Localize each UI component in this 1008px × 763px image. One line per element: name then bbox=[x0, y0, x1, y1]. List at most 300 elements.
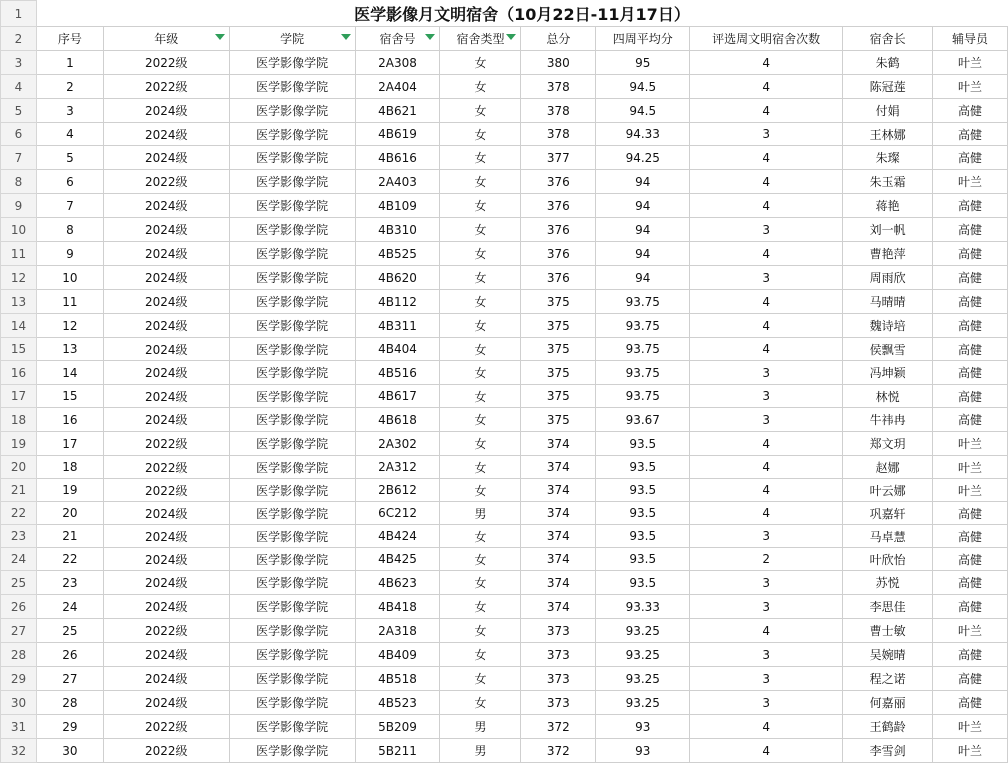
cell-counselor[interactable]: 高健 bbox=[933, 408, 1008, 432]
cell-grade[interactable]: 2024级 bbox=[103, 242, 229, 266]
cell-college[interactable]: 医学影像学院 bbox=[229, 266, 355, 290]
cell-counselor[interactable]: 高健 bbox=[933, 242, 1008, 266]
cell-index[interactable]: 28 bbox=[36, 691, 103, 715]
cell-total-score[interactable]: 374 bbox=[521, 548, 596, 571]
cell-award-count[interactable]: 4 bbox=[690, 619, 843, 643]
cell-index[interactable]: 2 bbox=[36, 75, 103, 99]
cell-index[interactable]: 27 bbox=[36, 667, 103, 691]
cell-dorm-type[interactable]: 女 bbox=[440, 595, 521, 619]
cell-dorm-type[interactable]: 女 bbox=[440, 432, 521, 456]
cell-index[interactable]: 5 bbox=[36, 146, 103, 170]
cell-grade[interactable]: 2024级 bbox=[103, 667, 229, 691]
cell-dorm-number[interactable]: 2A312 bbox=[355, 456, 440, 479]
cell-counselor[interactable]: 高健 bbox=[933, 385, 1008, 408]
cell-index[interactable]: 10 bbox=[36, 266, 103, 290]
cell-dorm-leader[interactable]: 李思佳 bbox=[843, 595, 933, 619]
cell-dorm-leader[interactable]: 朱璨 bbox=[843, 146, 933, 170]
cell-index[interactable]: 7 bbox=[36, 194, 103, 218]
cell-dorm-number[interactable]: 4B418 bbox=[355, 595, 440, 619]
cell-dorm-number[interactable]: 2A403 bbox=[355, 170, 440, 194]
cell-average-score[interactable]: 93 bbox=[596, 715, 690, 739]
row-header[interactable]: 27 bbox=[1, 619, 37, 643]
cell-counselor[interactable]: 高健 bbox=[933, 290, 1008, 314]
row-header[interactable]: 15 bbox=[1, 338, 37, 361]
cell-dorm-type[interactable]: 女 bbox=[440, 338, 521, 361]
cell-dorm-number[interactable]: 4B616 bbox=[355, 146, 440, 170]
cell-college[interactable]: 医学影像学院 bbox=[229, 571, 355, 595]
cell-counselor[interactable]: 高健 bbox=[933, 361, 1008, 385]
cell-college[interactable]: 医学影像学院 bbox=[229, 99, 355, 123]
row-header[interactable]: 9 bbox=[1, 194, 37, 218]
header-cell-total-score[interactable] bbox=[521, 27, 596, 51]
cell-award-count[interactable]: 4 bbox=[690, 242, 843, 266]
cell-award-count[interactable]: 3 bbox=[690, 643, 843, 667]
cell-total-score[interactable]: 375 bbox=[521, 361, 596, 385]
header-cell-dorm-leader[interactable] bbox=[843, 27, 933, 51]
cell-college[interactable]: 医学影像学院 bbox=[229, 667, 355, 691]
cell-dorm-type[interactable]: 女 bbox=[440, 361, 521, 385]
cell-dorm-leader[interactable]: 刘一帆 bbox=[843, 218, 933, 242]
cell-total-score[interactable]: 374 bbox=[521, 595, 596, 619]
cell-dorm-leader[interactable]: 曹艳萍 bbox=[843, 242, 933, 266]
cell-dorm-type[interactable]: 男 bbox=[440, 715, 521, 739]
cell-average-score[interactable]: 94.5 bbox=[596, 99, 690, 123]
cell-dorm-type[interactable]: 女 bbox=[440, 218, 521, 242]
cell-dorm-leader[interactable]: 王林娜 bbox=[843, 123, 933, 146]
cell-grade[interactable]: 2024级 bbox=[103, 595, 229, 619]
row-header[interactable]: 25 bbox=[1, 571, 37, 595]
cell-dorm-leader[interactable]: 朱玉霜 bbox=[843, 170, 933, 194]
row-header[interactable]: 14 bbox=[1, 314, 37, 338]
cell-dorm-type[interactable]: 女 bbox=[440, 691, 521, 715]
cell-index[interactable]: 19 bbox=[36, 479, 103, 502]
cell-counselor[interactable]: 叶兰 bbox=[933, 170, 1008, 194]
cell-award-count[interactable]: 3 bbox=[690, 525, 843, 548]
cell-total-score[interactable]: 376 bbox=[521, 194, 596, 218]
row-header[interactable]: 21 bbox=[1, 479, 37, 502]
cell-counselor[interactable]: 叶兰 bbox=[933, 619, 1008, 643]
cell-index[interactable]: 26 bbox=[36, 643, 103, 667]
cell-college[interactable]: 医学影像学院 bbox=[229, 691, 355, 715]
cell-counselor[interactable]: 高健 bbox=[933, 338, 1008, 361]
cell-dorm-number[interactable]: 4B109 bbox=[355, 194, 440, 218]
cell-dorm-leader[interactable]: 苏悦 bbox=[843, 571, 933, 595]
cell-college[interactable]: 医学影像学院 bbox=[229, 456, 355, 479]
cell-total-score[interactable]: 374 bbox=[521, 525, 596, 548]
cell-award-count[interactable]: 4 bbox=[690, 432, 843, 456]
cell-index[interactable]: 1 bbox=[36, 51, 103, 75]
cell-total-score[interactable]: 378 bbox=[521, 123, 596, 146]
cell-college[interactable]: 医学影像学院 bbox=[229, 739, 355, 763]
cell-average-score[interactable]: 93.25 bbox=[596, 619, 690, 643]
cell-counselor[interactable]: 高健 bbox=[933, 643, 1008, 667]
cell-dorm-type[interactable]: 女 bbox=[440, 170, 521, 194]
cell-dorm-number[interactable]: 4B525 bbox=[355, 242, 440, 266]
cell-index[interactable]: 11 bbox=[36, 290, 103, 314]
cell-dorm-type[interactable]: 女 bbox=[440, 643, 521, 667]
cell-dorm-leader[interactable]: 郑文玥 bbox=[843, 432, 933, 456]
cell-college[interactable]: 医学影像学院 bbox=[229, 715, 355, 739]
cell-dorm-leader[interactable]: 侯飘雪 bbox=[843, 338, 933, 361]
cell-dorm-type[interactable]: 女 bbox=[440, 667, 521, 691]
filter-dropdown-icon[interactable] bbox=[425, 34, 435, 40]
cell-average-score[interactable]: 93.75 bbox=[596, 385, 690, 408]
cell-dorm-type[interactable]: 女 bbox=[440, 51, 521, 75]
row-header[interactable]: 30 bbox=[1, 691, 37, 715]
cell-award-count[interactable]: 3 bbox=[690, 385, 843, 408]
cell-award-count[interactable]: 3 bbox=[690, 266, 843, 290]
cell-dorm-leader[interactable]: 王鹤龄 bbox=[843, 715, 933, 739]
header-cell-average-score[interactable] bbox=[596, 27, 690, 51]
header-cell-counselor[interactable] bbox=[933, 27, 1008, 51]
cell-dorm-number[interactable]: 4B425 bbox=[355, 548, 440, 571]
cell-dorm-number[interactable]: 4B311 bbox=[355, 314, 440, 338]
cell-average-score[interactable]: 93.5 bbox=[596, 571, 690, 595]
cell-college[interactable]: 医学影像学院 bbox=[229, 595, 355, 619]
cell-grade[interactable]: 2024级 bbox=[103, 548, 229, 571]
cell-total-score[interactable]: 374 bbox=[521, 456, 596, 479]
cell-dorm-number[interactable]: 2A308 bbox=[355, 51, 440, 75]
cell-dorm-leader[interactable]: 魏诗培 bbox=[843, 314, 933, 338]
cell-counselor[interactable]: 高健 bbox=[933, 502, 1008, 525]
cell-index[interactable]: 24 bbox=[36, 595, 103, 619]
cell-college[interactable]: 医学影像学院 bbox=[229, 385, 355, 408]
cell-average-score[interactable]: 93.33 bbox=[596, 595, 690, 619]
cell-index[interactable]: 15 bbox=[36, 385, 103, 408]
cell-grade[interactable]: 2022级 bbox=[103, 432, 229, 456]
cell-total-score[interactable]: 380 bbox=[521, 51, 596, 75]
cell-index[interactable]: 25 bbox=[36, 619, 103, 643]
cell-counselor[interactable]: 高健 bbox=[933, 571, 1008, 595]
cell-average-score[interactable]: 93.5 bbox=[596, 432, 690, 456]
cell-average-score[interactable]: 93.5 bbox=[596, 456, 690, 479]
row-header[interactable]: 10 bbox=[1, 218, 37, 242]
cell-grade[interactable]: 2022级 bbox=[103, 479, 229, 502]
cell-dorm-number[interactable]: 4B618 bbox=[355, 408, 440, 432]
row-header[interactable]: 7 bbox=[1, 146, 37, 170]
cell-award-count[interactable]: 3 bbox=[690, 691, 843, 715]
cell-grade[interactable]: 2024级 bbox=[103, 361, 229, 385]
cell-award-count[interactable]: 4 bbox=[690, 170, 843, 194]
cell-grade[interactable]: 2022级 bbox=[103, 739, 229, 763]
cell-grade[interactable]: 2024级 bbox=[103, 123, 229, 146]
cell-college[interactable]: 医学影像学院 bbox=[229, 432, 355, 456]
cell-dorm-leader[interactable]: 何嘉丽 bbox=[843, 691, 933, 715]
cell-dorm-number[interactable]: 5B209 bbox=[355, 715, 440, 739]
cell-award-count[interactable]: 4 bbox=[690, 51, 843, 75]
cell-dorm-leader[interactable]: 蒋艳 bbox=[843, 194, 933, 218]
cell-award-count[interactable]: 3 bbox=[690, 361, 843, 385]
cell-total-score[interactable]: 373 bbox=[521, 619, 596, 643]
cell-dorm-leader[interactable]: 朱鹤 bbox=[843, 51, 933, 75]
cell-grade[interactable]: 2024级 bbox=[103, 146, 229, 170]
row-header[interactable]: 20 bbox=[1, 456, 37, 479]
cell-college[interactable]: 医学影像学院 bbox=[229, 290, 355, 314]
cell-grade[interactable]: 2024级 bbox=[103, 385, 229, 408]
cell-counselor[interactable]: 高健 bbox=[933, 548, 1008, 571]
row-header[interactable]: 12 bbox=[1, 266, 37, 290]
cell-college[interactable]: 医学影像学院 bbox=[229, 619, 355, 643]
cell-total-score[interactable]: 374 bbox=[521, 502, 596, 525]
cell-total-score[interactable]: 375 bbox=[521, 408, 596, 432]
cell-grade[interactable]: 2024级 bbox=[103, 218, 229, 242]
row-header[interactable]: 17 bbox=[1, 385, 37, 408]
cell-grade[interactable]: 2022级 bbox=[103, 619, 229, 643]
cell-average-score[interactable]: 94.25 bbox=[596, 146, 690, 170]
cell-dorm-number[interactable]: 6C212 bbox=[355, 502, 440, 525]
cell-dorm-leader[interactable]: 李雪剑 bbox=[843, 739, 933, 763]
cell-counselor[interactable]: 叶兰 bbox=[933, 51, 1008, 75]
row-header[interactable]: 13 bbox=[1, 290, 37, 314]
cell-college[interactable]: 医学影像学院 bbox=[229, 548, 355, 571]
header-cell-index[interactable] bbox=[36, 27, 103, 51]
cell-counselor[interactable]: 叶兰 bbox=[933, 739, 1008, 763]
cell-dorm-leader[interactable]: 付娟 bbox=[843, 99, 933, 123]
cell-index[interactable]: 9 bbox=[36, 242, 103, 266]
cell-dorm-leader[interactable]: 马卓慧 bbox=[843, 525, 933, 548]
cell-grade[interactable]: 2024级 bbox=[103, 338, 229, 361]
cell-grade[interactable]: 2024级 bbox=[103, 408, 229, 432]
cell-award-count[interactable]: 4 bbox=[690, 479, 843, 502]
cell-counselor[interactable]: 高健 bbox=[933, 266, 1008, 290]
row-header[interactable]: 28 bbox=[1, 643, 37, 667]
cell-dorm-type[interactable]: 女 bbox=[440, 314, 521, 338]
cell-average-score[interactable]: 93.25 bbox=[596, 643, 690, 667]
cell-award-count[interactable]: 4 bbox=[690, 502, 843, 525]
row-header[interactable]: 24 bbox=[1, 548, 37, 571]
cell-college[interactable]: 医学影像学院 bbox=[229, 408, 355, 432]
cell-dorm-number[interactable]: 4B409 bbox=[355, 643, 440, 667]
cell-college[interactable]: 医学影像学院 bbox=[229, 123, 355, 146]
cell-dorm-type[interactable]: 女 bbox=[440, 266, 521, 290]
row-header[interactable]: 23 bbox=[1, 525, 37, 548]
cell-index[interactable]: 16 bbox=[36, 408, 103, 432]
cell-dorm-type[interactable]: 女 bbox=[440, 290, 521, 314]
cell-dorm-leader[interactable]: 叶欣怡 bbox=[843, 548, 933, 571]
cell-counselor[interactable]: 高健 bbox=[933, 123, 1008, 146]
cell-dorm-number[interactable]: 4B619 bbox=[355, 123, 440, 146]
cell-dorm-type[interactable]: 女 bbox=[440, 571, 521, 595]
cell-dorm-type[interactable]: 女 bbox=[440, 385, 521, 408]
cell-college[interactable]: 医学影像学院 bbox=[229, 194, 355, 218]
cell-total-score[interactable]: 377 bbox=[521, 146, 596, 170]
cell-grade[interactable]: 2022级 bbox=[103, 170, 229, 194]
cell-index[interactable]: 30 bbox=[36, 739, 103, 763]
cell-grade[interactable]: 2022级 bbox=[103, 51, 229, 75]
cell-dorm-type[interactable]: 女 bbox=[440, 456, 521, 479]
cell-award-count[interactable]: 4 bbox=[690, 456, 843, 479]
cell-average-score[interactable]: 93.75 bbox=[596, 290, 690, 314]
cell-index[interactable]: 4 bbox=[36, 123, 103, 146]
cell-index[interactable]: 12 bbox=[36, 314, 103, 338]
cell-index[interactable]: 23 bbox=[36, 571, 103, 595]
cell-total-score[interactable]: 372 bbox=[521, 715, 596, 739]
cell-dorm-leader[interactable]: 周雨欣 bbox=[843, 266, 933, 290]
cell-dorm-leader[interactable]: 程之诺 bbox=[843, 667, 933, 691]
cell-dorm-number[interactable]: 4B404 bbox=[355, 338, 440, 361]
cell-total-score[interactable]: 376 bbox=[521, 242, 596, 266]
cell-award-count[interactable]: 4 bbox=[690, 146, 843, 170]
cell-total-score[interactable]: 375 bbox=[521, 385, 596, 408]
cell-dorm-number[interactable]: 4B621 bbox=[355, 99, 440, 123]
cell-college[interactable]: 医学影像学院 bbox=[229, 242, 355, 266]
cell-index[interactable]: 18 bbox=[36, 456, 103, 479]
cell-award-count[interactable]: 4 bbox=[690, 739, 843, 763]
cell-total-score[interactable]: 373 bbox=[521, 691, 596, 715]
cell-dorm-type[interactable]: 女 bbox=[440, 75, 521, 99]
header-cell-dorm-type[interactable] bbox=[440, 27, 521, 51]
cell-college[interactable]: 医学影像学院 bbox=[229, 525, 355, 548]
filter-dropdown-icon[interactable] bbox=[341, 34, 351, 40]
cell-average-score[interactable]: 93.25 bbox=[596, 667, 690, 691]
cell-dorm-type[interactable]: 女 bbox=[440, 619, 521, 643]
cell-counselor[interactable]: 高健 bbox=[933, 194, 1008, 218]
cell-award-count[interactable]: 3 bbox=[690, 667, 843, 691]
cell-counselor[interactable]: 高健 bbox=[933, 691, 1008, 715]
cell-grade[interactable]: 2024级 bbox=[103, 194, 229, 218]
cell-grade[interactable]: 2024级 bbox=[103, 314, 229, 338]
cell-average-score[interactable]: 94 bbox=[596, 194, 690, 218]
cell-counselor[interactable]: 高健 bbox=[933, 99, 1008, 123]
row-header[interactable]: 22 bbox=[1, 502, 37, 525]
cell-dorm-number[interactable]: 4B310 bbox=[355, 218, 440, 242]
row-header[interactable]: 16 bbox=[1, 361, 37, 385]
cell-grade[interactable]: 2024级 bbox=[103, 525, 229, 548]
cell-dorm-number[interactable]: 4B424 bbox=[355, 525, 440, 548]
cell-grade[interactable]: 2024级 bbox=[103, 643, 229, 667]
cell-dorm-number[interactable]: 4B112 bbox=[355, 290, 440, 314]
row-header[interactable]: 5 bbox=[1, 99, 37, 123]
cell-dorm-leader[interactable]: 陈冠莲 bbox=[843, 75, 933, 99]
cell-dorm-type[interactable]: 女 bbox=[440, 548, 521, 571]
cell-award-count[interactable]: 3 bbox=[690, 571, 843, 595]
cell-grade[interactable]: 2022级 bbox=[103, 456, 229, 479]
row-header[interactable]: 2 bbox=[1, 27, 37, 51]
cell-index[interactable]: 29 bbox=[36, 715, 103, 739]
filter-dropdown-icon[interactable] bbox=[215, 34, 225, 40]
cell-index[interactable]: 17 bbox=[36, 432, 103, 456]
cell-dorm-number[interactable]: 4B617 bbox=[355, 385, 440, 408]
cell-total-score[interactable]: 373 bbox=[521, 643, 596, 667]
cell-grade[interactable]: 2024级 bbox=[103, 290, 229, 314]
cell-college[interactable]: 医学影像学院 bbox=[229, 170, 355, 194]
cell-average-score[interactable]: 94.33 bbox=[596, 123, 690, 146]
cell-counselor[interactable]: 叶兰 bbox=[933, 456, 1008, 479]
cell-college[interactable]: 医学影像学院 bbox=[229, 218, 355, 242]
row-header[interactable]: 32 bbox=[1, 739, 37, 763]
cell-award-count[interactable]: 4 bbox=[690, 75, 843, 99]
cell-college[interactable]: 医学影像学院 bbox=[229, 51, 355, 75]
cell-award-count[interactable]: 4 bbox=[690, 338, 843, 361]
cell-index[interactable]: 3 bbox=[36, 99, 103, 123]
header-cell-award-count[interactable] bbox=[690, 27, 843, 51]
cell-college[interactable]: 医学影像学院 bbox=[229, 146, 355, 170]
cell-grade[interactable]: 2024级 bbox=[103, 502, 229, 525]
cell-grade[interactable]: 2024级 bbox=[103, 691, 229, 715]
cell-average-score[interactable]: 93.5 bbox=[596, 502, 690, 525]
cell-dorm-number[interactable]: 4B620 bbox=[355, 266, 440, 290]
cell-index[interactable]: 13 bbox=[36, 338, 103, 361]
cell-average-score[interactable]: 94 bbox=[596, 242, 690, 266]
cell-dorm-number[interactable]: 4B523 bbox=[355, 691, 440, 715]
cell-total-score[interactable]: 376 bbox=[521, 266, 596, 290]
cell-dorm-leader[interactable]: 巩嘉轩 bbox=[843, 502, 933, 525]
cell-average-score[interactable]: 93.75 bbox=[596, 314, 690, 338]
cell-average-score[interactable]: 93.5 bbox=[596, 548, 690, 571]
cell-counselor[interactable]: 高健 bbox=[933, 146, 1008, 170]
cell-counselor[interactable]: 高健 bbox=[933, 314, 1008, 338]
cell-total-score[interactable]: 375 bbox=[521, 314, 596, 338]
cell-average-score[interactable]: 93.5 bbox=[596, 479, 690, 502]
cell-total-score[interactable]: 376 bbox=[521, 170, 596, 194]
row-header[interactable]: 11 bbox=[1, 242, 37, 266]
cell-average-score[interactable]: 94 bbox=[596, 218, 690, 242]
cell-total-score[interactable]: 373 bbox=[521, 667, 596, 691]
row-header[interactable]: 1 bbox=[1, 1, 37, 27]
cell-average-score[interactable]: 93.75 bbox=[596, 338, 690, 361]
cell-dorm-type[interactable]: 女 bbox=[440, 146, 521, 170]
cell-total-score[interactable]: 378 bbox=[521, 99, 596, 123]
cell-index[interactable]: 20 bbox=[36, 502, 103, 525]
cell-total-score[interactable]: 372 bbox=[521, 739, 596, 763]
cell-average-score[interactable]: 94 bbox=[596, 266, 690, 290]
cell-grade[interactable]: 2022级 bbox=[103, 715, 229, 739]
cell-dorm-leader[interactable]: 林悦 bbox=[843, 385, 933, 408]
cell-counselor[interactable]: 叶兰 bbox=[933, 75, 1008, 99]
cell-dorm-type[interactable]: 女 bbox=[440, 242, 521, 266]
row-header[interactable]: 29 bbox=[1, 667, 37, 691]
cell-counselor[interactable]: 叶兰 bbox=[933, 715, 1008, 739]
cell-counselor[interactable]: 高健 bbox=[933, 525, 1008, 548]
cell-college[interactable]: 医学影像学院 bbox=[229, 502, 355, 525]
cell-dorm-type[interactable]: 女 bbox=[440, 194, 521, 218]
cell-college[interactable]: 医学影像学院 bbox=[229, 338, 355, 361]
cell-average-score[interactable]: 93 bbox=[596, 739, 690, 763]
cell-dorm-number[interactable]: 2A404 bbox=[355, 75, 440, 99]
cell-average-score[interactable]: 93.25 bbox=[596, 691, 690, 715]
cell-dorm-number[interactable]: 2B612 bbox=[355, 479, 440, 502]
cell-award-count[interactable]: 4 bbox=[690, 290, 843, 314]
cell-college[interactable]: 医学影像学院 bbox=[229, 479, 355, 502]
cell-dorm-type[interactable]: 女 bbox=[440, 123, 521, 146]
cell-index[interactable]: 8 bbox=[36, 218, 103, 242]
cell-dorm-leader[interactable]: 赵娜 bbox=[843, 456, 933, 479]
cell-total-score[interactable]: 375 bbox=[521, 290, 596, 314]
cell-index[interactable]: 14 bbox=[36, 361, 103, 385]
cell-counselor[interactable]: 叶兰 bbox=[933, 479, 1008, 502]
cell-index[interactable]: 21 bbox=[36, 525, 103, 548]
cell-average-score[interactable]: 95 bbox=[596, 51, 690, 75]
cell-dorm-type[interactable]: 女 bbox=[440, 99, 521, 123]
cell-grade[interactable]: 2024级 bbox=[103, 99, 229, 123]
row-header[interactable]: 6 bbox=[1, 123, 37, 146]
cell-average-score[interactable]: 94.5 bbox=[596, 75, 690, 99]
cell-dorm-type[interactable]: 女 bbox=[440, 525, 521, 548]
cell-award-count[interactable]: 3 bbox=[690, 408, 843, 432]
row-header[interactable]: 4 bbox=[1, 75, 37, 99]
cell-dorm-leader[interactable]: 叶云娜 bbox=[843, 479, 933, 502]
cell-award-count[interactable]: 3 bbox=[690, 595, 843, 619]
row-header[interactable]: 8 bbox=[1, 170, 37, 194]
cell-award-count[interactable]: 3 bbox=[690, 123, 843, 146]
header-cell-college[interactable] bbox=[229, 27, 355, 51]
cell-dorm-number[interactable]: 2A302 bbox=[355, 432, 440, 456]
filter-dropdown-icon[interactable] bbox=[506, 34, 516, 40]
cell-index[interactable]: 6 bbox=[36, 170, 103, 194]
cell-counselor[interactable]: 叶兰 bbox=[933, 432, 1008, 456]
cell-counselor[interactable]: 高健 bbox=[933, 667, 1008, 691]
cell-dorm-number[interactable]: 4B623 bbox=[355, 571, 440, 595]
